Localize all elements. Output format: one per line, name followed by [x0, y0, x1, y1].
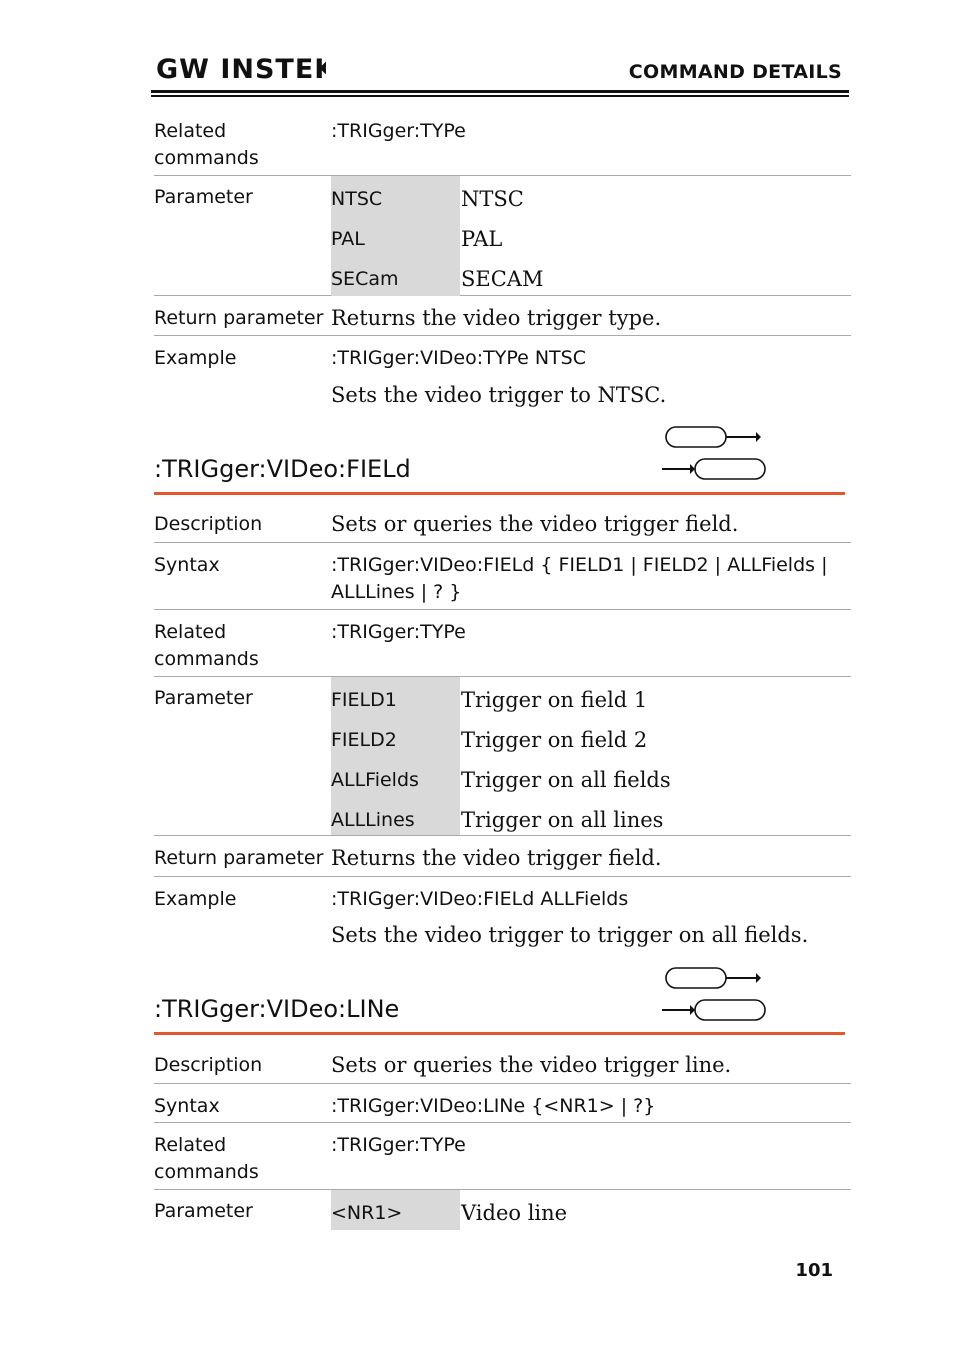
related-value: :TRIGger:TYPe — [331, 1134, 466, 1156]
logo-text: GW INSTEK — [156, 54, 326, 82]
parameter-table — [331, 677, 851, 835]
related-label: Related commands — [154, 621, 259, 670]
description-label: Description — [154, 1054, 263, 1076]
set-query-icon — [660, 424, 770, 474]
parameter-row — [154, 1190, 851, 1230]
parameter-label: Parameter — [154, 687, 253, 709]
syntax-label: Syntax — [154, 554, 220, 576]
parameter-key: PAL — [331, 216, 460, 256]
parameter-entry — [331, 757, 851, 797]
parameter-key: ALLLines — [331, 797, 460, 835]
syntax-label: Syntax — [154, 1095, 220, 1117]
parameter-row — [154, 176, 851, 296]
parameter-desc: PAL — [461, 227, 503, 251]
parameter-entry — [331, 216, 851, 256]
example-row — [154, 345, 851, 415]
parameter-entry — [331, 176, 851, 216]
return-value: Returns the video trigger type. — [331, 306, 662, 330]
section-rule — [154, 1032, 845, 1035]
related-label: Related commands — [154, 1134, 259, 1183]
syntax-row — [154, 1093, 851, 1123]
syntax-value: :TRIGger:VIDeo:FIELd { FIELD1 | FIELD2 | ALLFields | ALLLines | ? } — [331, 554, 828, 603]
parameter-table — [331, 176, 851, 296]
page-number: 101 — [795, 1260, 833, 1281]
return-parameter-row — [154, 305, 851, 336]
parameter-desc: Trigger on all lines — [461, 808, 664, 832]
set-query-icon — [660, 965, 770, 1015]
return-value: Returns the video trigger field. — [331, 846, 662, 870]
parameter-key: SECam — [331, 256, 460, 296]
example-code: :TRIGger:VIDeo:TYPe NTSC — [331, 347, 586, 369]
section-title-field: :TRIGger:VIDeo:FIELd — [154, 455, 411, 483]
description-label: Description — [154, 513, 263, 535]
description-row — [154, 1052, 851, 1084]
parameter-key: NTSC — [331, 176, 460, 216]
return-label: Return parameter — [154, 847, 324, 869]
parameter-desc: Trigger on all fields — [461, 768, 671, 792]
example-row — [154, 886, 851, 956]
related-label: Related commands — [154, 120, 259, 169]
description-value: Sets or queries the video trigger field. — [331, 512, 739, 536]
parameter-entry — [331, 717, 851, 757]
syntax-value: :TRIGger:VIDeo:LINe {<NR1> | ?} — [331, 1095, 656, 1117]
parameter-desc: Trigger on field 1 — [461, 688, 648, 712]
parameter-entry — [331, 797, 851, 835]
header-rule-thin — [151, 95, 849, 97]
header-rule — [151, 90, 849, 93]
example-desc: Sets the video trigger to trigger on all fields. — [331, 923, 809, 947]
parameter-label: Parameter — [154, 186, 253, 208]
description-row — [154, 511, 851, 543]
related-commands-row — [154, 619, 851, 677]
parameter-key: FIELD1 — [331, 677, 460, 717]
example-label: Example — [154, 347, 237, 369]
syntax-row — [154, 552, 851, 610]
parameter-label: Parameter — [154, 1200, 253, 1222]
related-commands-row — [154, 118, 851, 176]
parameter-entry — [331, 256, 851, 296]
description-value: Sets or queries the video trigger line. — [331, 1053, 732, 1077]
return-parameter-row — [154, 845, 851, 877]
related-value: :TRIGger:TYPe — [331, 621, 466, 643]
return-label: Return parameter — [154, 307, 324, 329]
section-rule — [154, 492, 845, 495]
parameter-key: <NR1> — [331, 1190, 460, 1230]
related-value: :TRIGger:TYPe — [331, 120, 466, 142]
parameter-desc: NTSC — [461, 187, 524, 211]
parameter-key: ALLFields — [331, 757, 460, 797]
example-label: Example — [154, 888, 237, 910]
related-commands-row — [154, 1132, 851, 1190]
parameter-entry — [331, 1190, 851, 1230]
gw-instek-logo-icon — [156, 54, 326, 82]
section-title-line: :TRIGger:VIDeo:LINe — [154, 995, 400, 1023]
parameter-desc: Trigger on field 2 — [461, 728, 648, 752]
parameter-desc: Video line — [461, 1201, 568, 1225]
parameter-desc: SECAM — [461, 267, 544, 291]
parameter-key: FIELD2 — [331, 717, 460, 757]
parameter-entry — [331, 677, 851, 717]
brand-logo — [156, 54, 326, 89]
parameter-row — [154, 677, 851, 836]
example-desc: Sets the video trigger to NTSC. — [331, 383, 667, 407]
example-code: :TRIGger:VIDeo:FIELd ALLFields — [331, 888, 629, 910]
page-header-title: COMMAND DETAILS — [628, 61, 842, 83]
parameter-table — [331, 1190, 851, 1230]
